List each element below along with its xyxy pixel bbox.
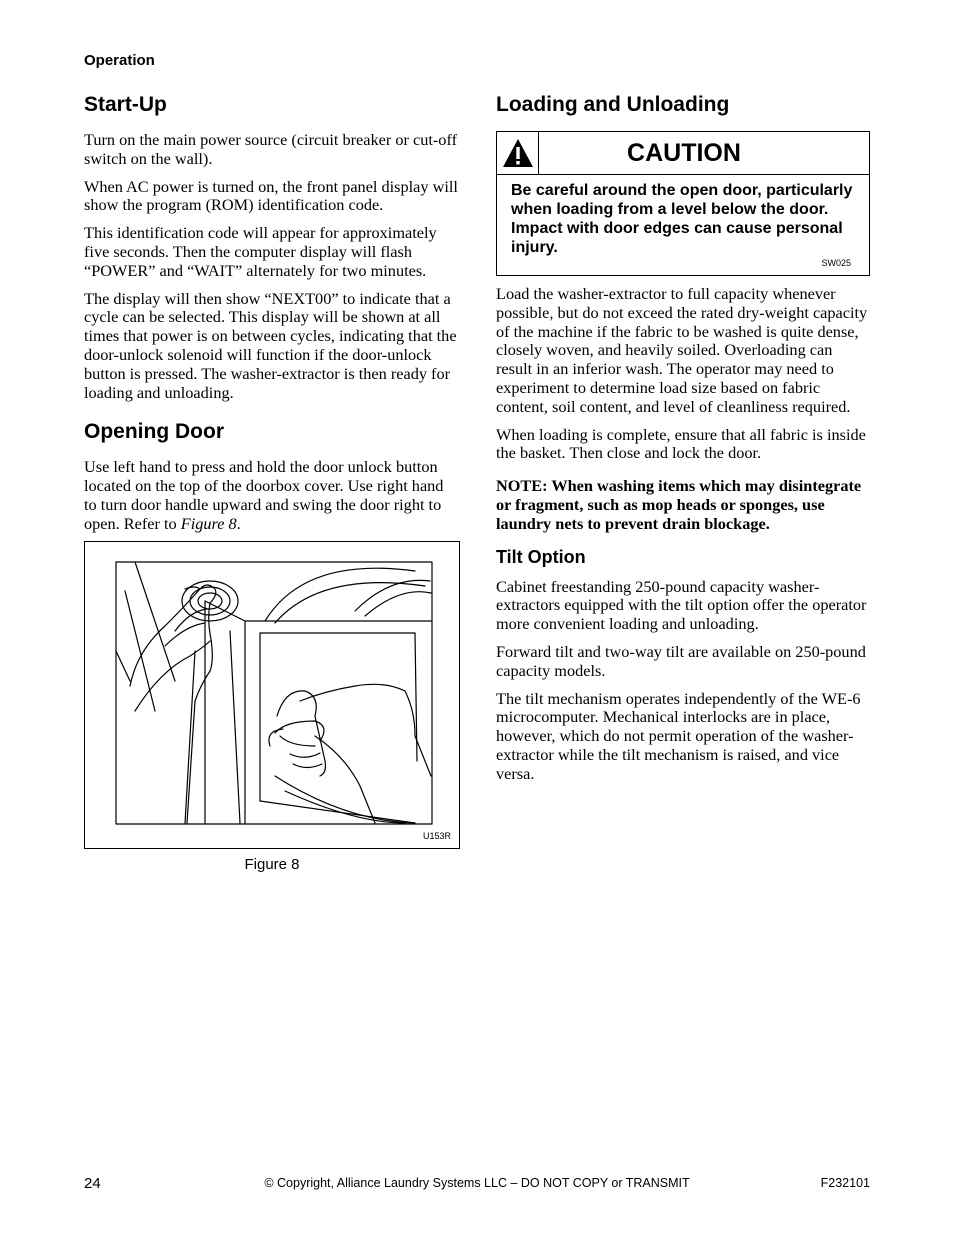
caution-box [496, 131, 870, 276]
startup-paragraph-1: Turn on the main power source (circuit breaker or cut-off switch on the wall). [84, 130, 457, 168]
caution-title: CAUTION [627, 139, 741, 167]
page-number: 24 [84, 1175, 101, 1192]
caution-code: SW025 [821, 258, 851, 268]
tilt-option-heading: Tilt Option [496, 546, 586, 567]
caution-message: Be careful around the open door, particularly when loading from a level below the door. Impact with door edges can cause personal injury. [511, 182, 853, 256]
document-id: F232101 [820, 1176, 870, 1190]
loading-heading: Loading and Unloading [496, 93, 730, 116]
loading-note: NOTE: When washing items which may disintegrate or fragment, such as mop heads or sponges, use laundry nets to prevent drain blockage. [496, 476, 862, 533]
figure-reference-link[interactable]: Figure 8 [180, 513, 237, 533]
startup-paragraph-4: The display will then show “NEXT00” to indicate that a cycle can be selected. This display will be shown at all times that power is on between cycles, indicating that the door-unlock solenoid will function if the door-unlock button is pressed. The washer-extractor is then ready for loading and unloading. [84, 288, 457, 402]
left-column [84, 92, 460, 543]
section-label: Operation [84, 52, 155, 69]
startup-paragraph-2: When AC power is turned on, the front panel display will show the program (ROM) identification code. [84, 176, 458, 215]
tilt-paragraph-2: Forward tilt and two-way tilt are available on 250-pound capacity models. [496, 641, 866, 680]
opening-door-paragraph [84, 458, 460, 533]
figure-code: U153R [422, 831, 451, 841]
right-column [496, 92, 870, 793]
caution-header [497, 132, 869, 175]
figure-caption: Figure 8 [244, 856, 300, 873]
opening-door-text-end: . [236, 513, 241, 533]
opening-door-text: Use left hand to press and hold the door unlock button located on the top of the doorbox cover. Use right hand to turn door handle upward and swing the door right to open. Refer to [84, 457, 444, 533]
tilt-paragraph-1: Cabinet freestanding 250-pound capacity washer-extractors equipped with the tilt option offer the operator more convenient loading and unloading. [496, 576, 867, 634]
loading-paragraph-1: Load the washer-extractor to full capacity whenever possible, but do not exceed the rated dry-weight capacity of the machine if the fabric to be washed is quite dense, closely woven, and heavily soiled. Overloading can result in an inferior wash. The operator may need to experiment to determine load size based on fabric content, soil content, and level of cleanliness required. [496, 284, 868, 416]
warning-triangle-icon [497, 132, 539, 174]
startup-heading: Start-Up [84, 93, 167, 116]
copyright-notice: © Copyright, Alliance Laundry Systems LLC – DO NOT COPY or TRANSMIT [264, 1176, 690, 1190]
tilt-paragraph-3: The tilt mechanism operates independently of the WE-6 microcomputer. Mechanical interlocks are in place, however, which do not permit operation of the washer-extractor while the tilt mechanism is raised, and vice versa. [496, 688, 861, 783]
startup-paragraph-3: This identification code will appear for approximately five seconds. Then the computer display will flash “POWER” and “WAIT” alternately for two minutes. [84, 223, 437, 280]
loading-paragraph-2: When loading is complete, ensure that all fabric is inside the basket. Then close and lock the door. [496, 424, 866, 463]
door-opening-illustration [115, 561, 433, 825]
opening-door-heading: Opening Door [84, 420, 224, 444]
figure-8-box [84, 541, 460, 849]
